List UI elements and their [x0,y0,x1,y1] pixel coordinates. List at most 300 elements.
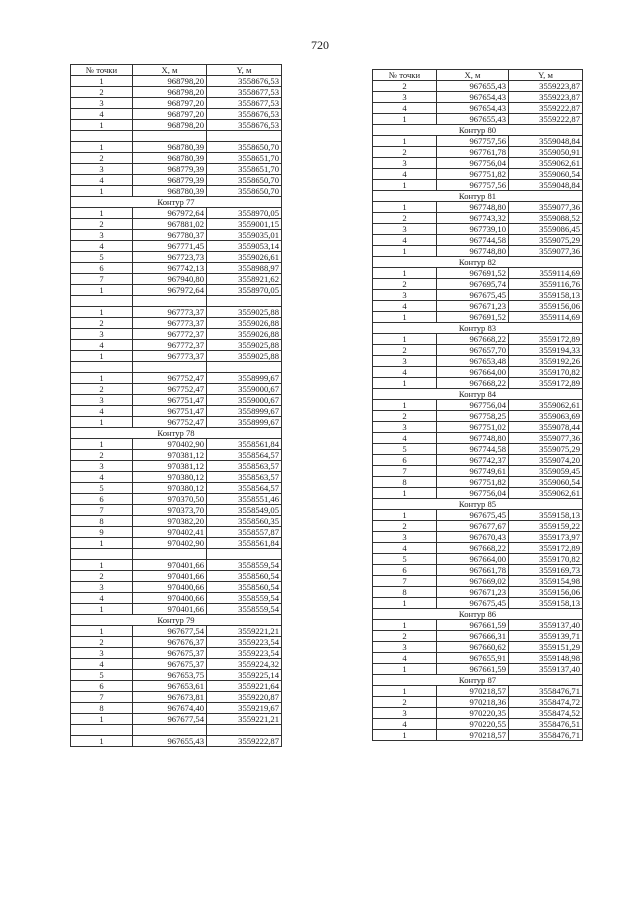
x-coordinate-cell [133,725,207,736]
x-coordinate-cell: 967677,54 [133,714,207,725]
table-row [373,466,583,477]
table-row [71,461,282,472]
y-coordinate-cell [207,725,282,736]
y-coordinate-cell: 3559060,54 [509,169,583,180]
table-row [71,208,282,219]
x-coordinate-cell: 967677,67 [437,521,509,532]
y-coordinate-cell: 3559062,61 [509,488,583,499]
x-coordinate-cell: 968780,39 [133,186,207,197]
table-row [373,477,583,488]
point-number-cell [71,362,133,373]
y-coordinate-cell: 3558549,05 [207,505,282,516]
point-number-cell: 2 [71,571,133,582]
table-row [71,472,282,483]
table-row [373,114,583,125]
point-number-cell: 1 [71,307,133,318]
y-coordinate-cell: 3559077,36 [509,202,583,213]
point-number-cell: 4 [71,109,133,120]
y-coordinate-cell: 3558557,87 [207,527,282,538]
y-coordinate-cell: 3558677,53 [207,98,282,109]
table-row [373,158,583,169]
x-coordinate-cell: 967723,73 [133,252,207,263]
point-number-cell: 1 [373,598,437,609]
contour-title: Контур 77 [71,197,282,208]
table-row [71,439,282,450]
y-coordinate-cell: 3559001,15 [207,219,282,230]
x-coordinate-cell: 967675,37 [133,659,207,670]
x-coordinate-cell: 967653,75 [133,670,207,681]
y-coordinate-cell: 3559222,87 [207,736,282,747]
contour-title-row [373,125,583,136]
point-number-cell: 1 [71,373,133,384]
x-coordinate-cell: 970380,12 [133,472,207,483]
point-number-cell: 3 [71,329,133,340]
point-number-cell [71,296,133,307]
x-coordinate-cell: 970373,70 [133,505,207,516]
x-coordinate-cell: 967670,43 [437,532,509,543]
y-coordinate-cell: 3559219,67 [207,703,282,714]
contour-title: Контур 79 [71,615,282,626]
point-number-cell: 5 [71,483,133,494]
y-coordinate-cell: 3559220,87 [207,692,282,703]
y-coordinate-cell: 3558559,54 [207,604,282,615]
contour-title-row [373,675,583,686]
x-coordinate-cell: 967773,37 [133,318,207,329]
point-number-cell: 3 [373,92,437,103]
y-coordinate-cell: 3558474,52 [509,708,583,719]
x-coordinate-cell: 967748,80 [437,433,509,444]
point-number-cell: 8 [373,477,437,488]
point-number-cell: 5 [71,252,133,263]
point-number-cell [71,549,133,560]
point-number-cell: 3 [373,224,437,235]
point-number-cell: 4 [373,301,437,312]
point-number-cell: 2 [373,697,437,708]
point-number-cell: 1 [373,246,437,257]
x-coordinate-cell: 968798,20 [133,120,207,131]
x-coordinate-cell: 967972,64 [133,285,207,296]
y-coordinate-cell: 3559172,89 [509,378,583,389]
y-coordinate-cell: 3559221,64 [207,681,282,692]
y-coordinate-cell: 3559169,73 [509,565,583,576]
y-coordinate-cell: 3559223,54 [207,637,282,648]
point-number-cell: 1 [71,626,133,637]
x-coordinate-cell: 967654,43 [437,92,509,103]
point-number-cell: 2 [71,318,133,329]
table-row [373,455,583,466]
point-number-cell: 1 [373,730,437,741]
y-coordinate-cell: 3558563,57 [207,472,282,483]
point-number-cell: 1 [71,417,133,428]
point-number-cell: 3 [373,708,437,719]
table-row [373,235,583,246]
y-coordinate-cell: 3558559,54 [207,560,282,571]
x-coordinate-cell: 967669,02 [437,576,509,587]
x-coordinate-cell: 970382,20 [133,516,207,527]
table-row [71,505,282,516]
y-coordinate-cell: 3558921,62 [207,274,282,285]
x-coordinate-cell: 967751,82 [437,477,509,488]
x-coordinate-cell: 967752,47 [133,417,207,428]
table-row [71,318,282,329]
y-coordinate-cell: 3559050,91 [509,147,583,158]
table-row [373,532,583,543]
point-number-cell: 4 [373,235,437,246]
y-coordinate-cell: 3559158,13 [509,290,583,301]
x-coordinate-cell: 967668,22 [437,378,509,389]
x-coordinate-cell: 967661,59 [437,620,509,631]
x-coordinate-cell: 967772,37 [133,340,207,351]
table-row [373,543,583,554]
point-number-cell: 3 [71,648,133,659]
y-coordinate-cell: 3559222,87 [509,114,583,125]
x-coordinate-cell: 968780,39 [133,142,207,153]
table-row [71,175,282,186]
table-row [71,527,282,538]
table-row [71,252,282,263]
x-coordinate-cell: 967655,43 [437,114,509,125]
x-coordinate-cell: 970218,57 [437,686,509,697]
contour-title: Контур 86 [373,609,583,620]
x-coordinate-cell: 967744,58 [437,235,509,246]
table-row [71,483,282,494]
point-number-cell: 6 [373,565,437,576]
contour-title-row [373,191,583,202]
point-number-cell: 1 [373,620,437,631]
contour-title-row [71,615,282,626]
table-row [373,587,583,598]
point-number-cell: 1 [373,312,437,323]
table-row [373,147,583,158]
table-row [373,686,583,697]
point-number-cell: 1 [71,604,133,615]
point-number-header: № точки [373,70,437,81]
point-number-cell: 1 [71,208,133,219]
x-coordinate-cell: 967757,56 [437,180,509,191]
point-number-cell: 7 [373,466,437,477]
point-number-cell: 5 [71,670,133,681]
table-row [373,103,583,114]
y-coordinate-cell: 3558970,05 [207,285,282,296]
y-coordinate-cell: 3558999,67 [207,406,282,417]
table-row [71,142,282,153]
point-number-cell: 7 [71,274,133,285]
x-coordinate-cell: 970401,66 [133,560,207,571]
table-row [373,290,583,301]
y-coordinate-cell: 3559137,40 [509,664,583,675]
table-row [71,329,282,340]
point-number-cell: 4 [71,175,133,186]
y-coordinate-cell: 3559154,98 [509,576,583,587]
x-coordinate-cell: 967749,61 [437,466,509,477]
contour-title: Контур 83 [373,323,583,334]
x-coordinate-cell: 967666,31 [437,631,509,642]
x-coordinate-cell: 967673,81 [133,692,207,703]
point-number-cell: 1 [373,510,437,521]
y-coordinate-cell: 3559114,69 [509,268,583,279]
x-coordinate-cell: 970220,35 [437,708,509,719]
table-row [71,593,282,604]
point-number-cell: 1 [373,686,437,697]
table-row [373,213,583,224]
table-row [71,219,282,230]
table-row [373,345,583,356]
x-coordinate-cell: 968798,20 [133,76,207,87]
table-row [71,450,282,461]
contour-title: Контур 81 [373,191,583,202]
x-coordinate-cell: 970220,55 [437,719,509,730]
table-row [373,697,583,708]
y-coordinate-cell: 3558651,70 [207,164,282,175]
y-coordinate-cell: 3559225,14 [207,670,282,681]
table-row [373,565,583,576]
point-number-cell: 6 [71,494,133,505]
y-coordinate-cell: 3559156,06 [509,301,583,312]
point-number-header: № точки [71,65,133,76]
y-coordinate-cell: 3559000,67 [207,395,282,406]
y-coordinate-cell: 3559048,84 [509,180,583,191]
x-coordinate-cell: 967675,37 [133,648,207,659]
point-number-cell: 2 [373,631,437,642]
table-row [71,604,282,615]
table-row [71,307,282,318]
point-number-cell: 2 [373,279,437,290]
table-row [373,224,583,235]
point-number-cell: 3 [373,158,437,169]
coordinates-table-left [70,64,282,747]
x-coordinate-cell: 967691,52 [437,312,509,323]
y-coordinate-cell: 3558650,70 [207,186,282,197]
x-coordinate-cell: 967664,00 [437,554,509,565]
x-coordinate-cell: 968779,39 [133,164,207,175]
table-row [373,719,583,730]
table-row [71,296,282,307]
y-coordinate-cell: 3559063,69 [509,411,583,422]
point-number-cell: 1 [373,136,437,147]
table-row [71,274,282,285]
x-coordinate-cell: 967752,47 [133,373,207,384]
y-coordinate-cell: 3559172,89 [509,543,583,554]
y-coordinate-cell: 3559086,45 [509,224,583,235]
y-coordinate-cell: 3558999,67 [207,373,282,384]
x-coordinate-cell: 967657,70 [437,345,509,356]
point-number-cell: 4 [373,103,437,114]
x-coordinate-cell: 967661,78 [437,565,509,576]
y-coordinate-cell: 3559026,88 [207,318,282,329]
x-coordinate-cell: 967972,64 [133,208,207,219]
x-coordinate-cell: 967675,45 [437,290,509,301]
y-coordinate-cell: 3559088,52 [509,213,583,224]
point-number-cell: 1 [71,736,133,747]
point-number-cell: 1 [71,439,133,450]
point-number-cell: 3 [373,356,437,367]
x-coordinate-cell: 970402,90 [133,439,207,450]
y-coordinate-cell: 3558476,71 [509,730,583,741]
point-number-cell: 1 [71,714,133,725]
x-coordinate-cell: 968797,20 [133,109,207,120]
point-number-cell: 1 [373,378,437,389]
point-number-cell: 2 [373,147,437,158]
point-number-cell: 5 [373,554,437,565]
table-row [71,582,282,593]
x-coordinate-header: X, м [437,70,509,81]
x-coordinate-cell: 967653,61 [133,681,207,692]
y-coordinate-cell: 3558676,53 [207,120,282,131]
x-coordinate-cell: 968779,39 [133,175,207,186]
table-row [373,334,583,345]
point-number-cell: 3 [71,164,133,175]
x-coordinate-cell: 967676,37 [133,637,207,648]
table-row [373,268,583,279]
table-row [373,708,583,719]
x-coordinate-cell: 967751,02 [437,422,509,433]
point-number-cell: 2 [71,637,133,648]
table-row [373,246,583,257]
point-number-cell: 1 [71,285,133,296]
point-number-cell: 5 [373,444,437,455]
y-coordinate-header: Y, м [207,65,282,76]
table-row [373,422,583,433]
x-coordinate-cell: 967756,04 [437,488,509,499]
y-coordinate-cell: 3559170,82 [509,367,583,378]
point-number-cell: 1 [373,334,437,345]
table-row [373,169,583,180]
point-number-cell: 8 [71,516,133,527]
point-number-cell: 4 [373,169,437,180]
x-coordinate-cell: 970401,66 [133,604,207,615]
table-row [71,263,282,274]
y-coordinate-cell: 3559077,36 [509,433,583,444]
y-coordinate-cell [207,131,282,142]
x-coordinate-cell: 970402,90 [133,538,207,549]
table-row [373,411,583,422]
y-coordinate-cell: 3559221,21 [207,626,282,637]
contour-title: Контур 78 [71,428,282,439]
table-row [71,571,282,582]
table-row [71,406,282,417]
point-number-cell: 1 [71,560,133,571]
y-coordinate-cell: 3558561,84 [207,538,282,549]
point-number-cell [71,131,133,142]
y-coordinate-cell: 3558560,54 [207,571,282,582]
x-coordinate-cell: 970381,12 [133,450,207,461]
x-coordinate-cell: 967742,37 [437,455,509,466]
point-number-cell: 4 [71,659,133,670]
table-row [373,444,583,455]
point-number-cell: 2 [71,450,133,461]
point-number-cell: 1 [373,400,437,411]
x-coordinate-cell: 967739,10 [437,224,509,235]
table-header-row [71,65,282,76]
y-coordinate-cell: 3559137,40 [509,620,583,631]
table-row [373,433,583,444]
y-coordinate-cell: 3559060,54 [509,477,583,488]
y-coordinate-cell: 3559026,88 [207,329,282,340]
table-row [71,131,282,142]
x-coordinate-cell: 967671,23 [437,587,509,598]
y-coordinate-cell: 3559000,67 [207,384,282,395]
contour-title-row [373,609,583,620]
table-row [373,81,583,92]
y-coordinate-cell: 3559151,29 [509,642,583,653]
y-coordinate-cell: 3559139,71 [509,631,583,642]
point-number-cell: 2 [71,384,133,395]
table-row [373,356,583,367]
x-coordinate-cell: 967654,43 [437,103,509,114]
contour-title-row [373,323,583,334]
table-body-left [71,76,282,747]
point-number-cell: 7 [373,576,437,587]
y-coordinate-cell: 3559156,06 [509,587,583,598]
y-coordinate-cell: 3559035,01 [207,230,282,241]
y-coordinate-cell: 3559077,36 [509,246,583,257]
x-coordinate-cell: 970380,12 [133,483,207,494]
table-row [71,637,282,648]
table-row [373,653,583,664]
x-coordinate-cell: 967748,80 [437,246,509,257]
table-row [373,180,583,191]
x-coordinate-cell: 967671,23 [437,301,509,312]
table-row [71,230,282,241]
x-coordinate-cell: 967675,45 [437,598,509,609]
table-row [71,153,282,164]
y-coordinate-cell: 3558560,35 [207,516,282,527]
contour-title: Контур 82 [373,257,583,268]
y-coordinate-cell: 3559148,98 [509,653,583,664]
contour-title-row [373,257,583,268]
table-row [71,395,282,406]
y-coordinate-cell: 3559222,87 [509,103,583,114]
table-row [373,136,583,147]
contour-title-row [373,499,583,510]
point-number-cell: 1 [373,268,437,279]
point-number-cell: 1 [71,186,133,197]
y-coordinate-cell: 3559025,88 [207,351,282,362]
y-coordinate-cell: 3559172,89 [509,334,583,345]
x-coordinate-cell: 967940,80 [133,274,207,285]
x-coordinate-cell [133,549,207,560]
y-coordinate-cell: 3558970,05 [207,208,282,219]
x-coordinate-cell: 967661,59 [437,664,509,675]
point-number-cell: 3 [71,98,133,109]
point-number-cell: 1 [71,142,133,153]
y-coordinate-cell: 3559223,54 [207,648,282,659]
table-row [71,186,282,197]
point-number-cell: 1 [71,538,133,549]
x-coordinate-cell: 970400,66 [133,593,207,604]
contour-title-row [373,389,583,400]
point-number-cell: 2 [373,81,437,92]
y-coordinate-cell: 3559062,61 [509,158,583,169]
y-coordinate-cell: 3558651,70 [207,153,282,164]
x-coordinate-cell: 970400,66 [133,582,207,593]
x-coordinate-cell: 967756,04 [437,400,509,411]
table-row [71,98,282,109]
x-coordinate-cell: 967771,45 [133,241,207,252]
table-row [71,494,282,505]
y-coordinate-cell: 3558476,71 [509,686,583,697]
table-row [71,659,282,670]
y-coordinate-cell: 3559224,32 [207,659,282,670]
y-coordinate-cell: 3559223,87 [509,92,583,103]
point-number-cell: 4 [373,719,437,730]
x-coordinate-cell: 967691,52 [437,268,509,279]
table-row [373,400,583,411]
table-row [71,516,282,527]
y-coordinate-cell: 3559114,69 [509,312,583,323]
y-coordinate-cell: 3559223,87 [509,81,583,92]
table-row [373,620,583,631]
